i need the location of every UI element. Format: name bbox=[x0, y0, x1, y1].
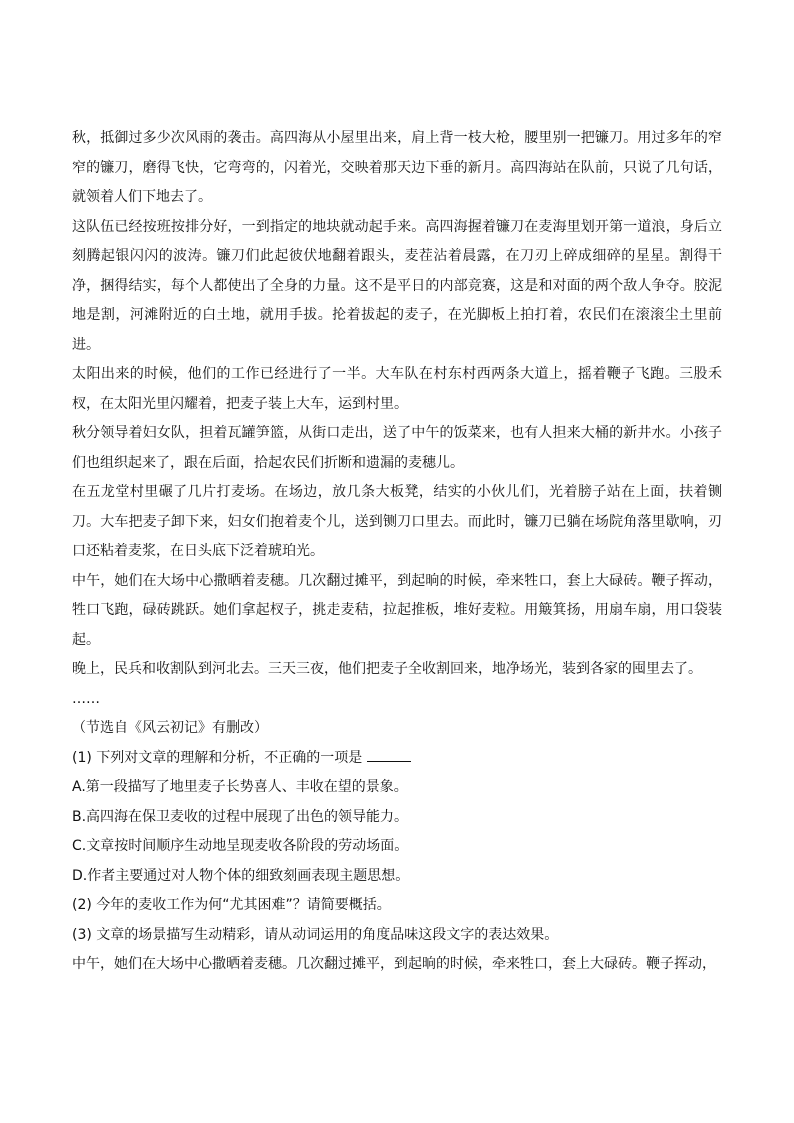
passage-paragraph-2: 这队伍已经按班按排分好，一到指定的地块就动起手来。高四海握着镰刀在麦海里划开第一道浪，身后立刻腾起银闪闪的波涛。镰刀们此起彼伏地翻着跟头，麦茬沾着晨露，在刀刃上碎成细碎的星星。割得干净，捆得结实，每个人都使出了全身的力量。这不是平日的内部竞赛，这是和对面的两个敌人争夺。胶泥地是割，河滩附近的白土地，就用手拔。抡着拔起的麦子，在光脚板上拍打着，农民们在滚滚尘土里前进。 bbox=[72, 218, 722, 353]
option-c: C.文章按时间顺序生动地呈现麦收各阶段的劳动场面。 bbox=[72, 838, 409, 854]
question-3: (3) 文章的场景描写生动精彩，请从动词运用的角度品味这段文字的表达效果。 bbox=[72, 926, 559, 943]
question-2: (2) 今年的麦收工作为何“尤其困难”？请简要概括。 bbox=[72, 897, 391, 913]
passage-paragraph-6: 中午，她们在大场中心撒晒着麦穗。几次翻过摊平，到起晌的时候，牵来牲口，套上大碌砖。鞭子挥动，牲口飞跑，碌砖跳跃。她们拿起杈子，挑走麦秸，拉起推板，堆好麦粒。用簸箕扬，用扇车扇，用口袋装起。 bbox=[72, 572, 722, 648]
question-1-text: (1) 下列对文章的理解和分析，不正确的一项是 bbox=[72, 749, 367, 766]
passage-paragraph-3: 太阳出来的时候，他们的工作已经进行了一半。大车队在村东村西两条大道上，摇着鞭子飞跑。三股禾杈，在太阳光里闪耀着，把麦子装上大车，运到村里。 bbox=[72, 366, 722, 412]
passage-ellipsis: …… bbox=[72, 690, 100, 707]
passage-paragraph-7: 晚上，民兵和收割队到河北去。三天三夜，他们把麦子全收割回来，地净场光，装到各家的囤里去了。 bbox=[72, 661, 702, 677]
passage-paragraph-1: 秋，抵御过多少次风雨的袭击。高四海从小屋里出来，肩上背一枝大枪，腰里别一把镰刀。用过多年的窄窄的镰刀，磨得飞快，它弯弯的，闪着光，交映着那天边下垂的新月。高四海站在队前，只说了几句话，就领着人们下地去了。 bbox=[72, 130, 722, 205]
option-b: B.高四海在保卫麦收的过程中展现了出色的领导能力。 bbox=[72, 808, 409, 825]
question-1 bbox=[72, 744, 722, 774]
passage-paragraph-5: 在五龙堂村里碾了几片打麦场。在场边，放几条大板凳，结实的小伙儿们，光着膀子站在上面，扶着铡刀。大车把麦子卸下来，妇女们抱着麦个儿，送到铡刀口里去。而此时，镰刀已躺在场院角落里歇响，刃口还粘着麦浆，在日头底下泛着琥珀光。 bbox=[72, 484, 722, 559]
document-content bbox=[72, 124, 722, 980]
answer-blank bbox=[367, 747, 411, 762]
option-a: A.第一段描写了地里麦子长势喜人、丰收在望的景象。 bbox=[72, 779, 408, 795]
passage-paragraph-4: 秋分领导着妇女队，担着瓦罐笋篮，从街口走出，送了中午的饭菜来，也有人担来大桶的新井水。小孩子们也组织起来了，跟在后面，拾起农民们折断和遗漏的麦穗儿。 bbox=[72, 425, 722, 471]
option-d: D.作者主要通过对人物个体的细致刻画表现主题思想。 bbox=[72, 867, 410, 884]
quoted-excerpt: 中午，她们在大场中心撒晒着麦穗。几次翻过摊平，到起晌的时候，牵来牲口，套上大碌砖。鞭子挥动， bbox=[72, 956, 716, 972]
passage-source: （节选自《风云初记》有删改） bbox=[72, 720, 268, 736]
